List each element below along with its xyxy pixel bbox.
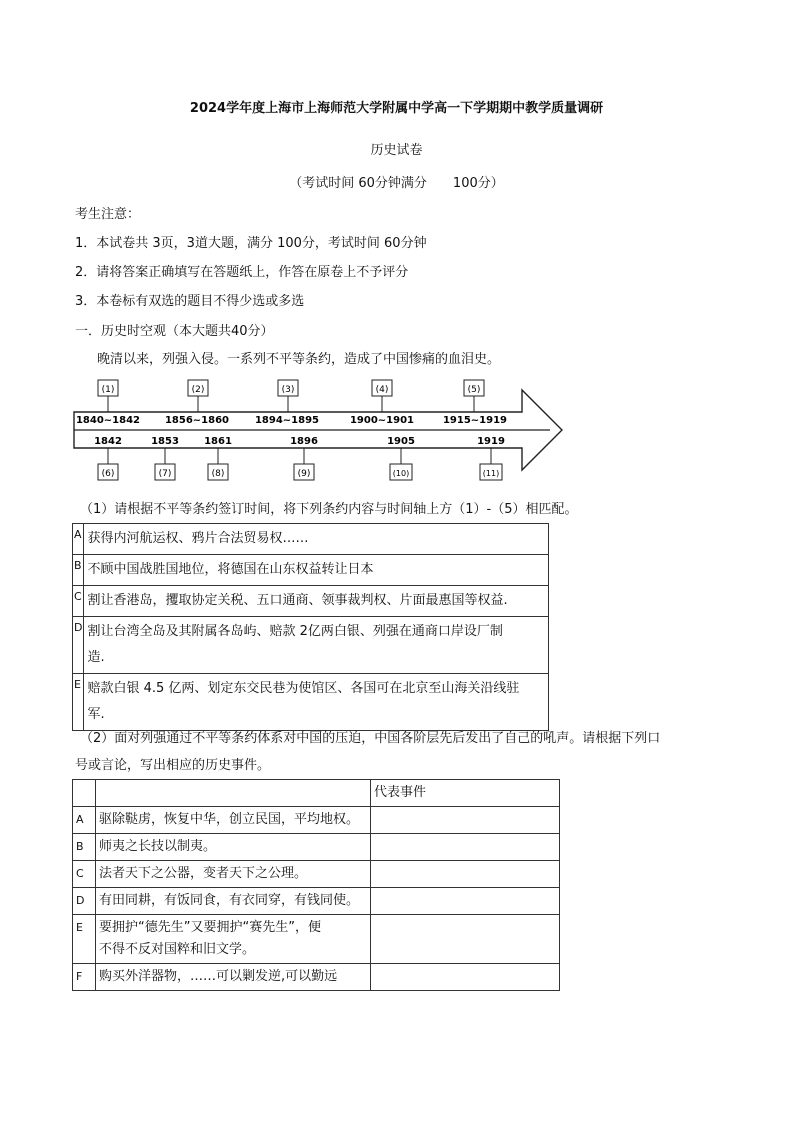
timeline-period: 1915~1919 (442, 415, 508, 426)
event-answer-cell[interactable] (371, 888, 560, 915)
row-slogan (96, 964, 371, 991)
table-row (73, 674, 549, 731)
row-key: D (73, 888, 96, 915)
timeline-box-label: (11) (482, 469, 500, 478)
treaty-timeline (70, 372, 570, 492)
timeline-year: 1861 (204, 436, 232, 447)
table-row (73, 915, 560, 964)
timeline-period: 1840~1842 (75, 415, 141, 426)
table-row (73, 964, 560, 991)
event-answer-cell[interactable] (371, 964, 560, 991)
row-line: 不得不反对国粹和旧文学。 (99, 942, 256, 957)
timeline-top-5 (443, 380, 507, 426)
timeline-year: 1905 (387, 436, 415, 447)
notice-item-2: 2．请将答案正确填写在答题纸上，作答在原卷上不予评分 (75, 265, 409, 280)
row-slogan (96, 888, 371, 915)
timeline-box-label: (3) (281, 385, 295, 395)
table-row (73, 861, 560, 888)
timeline-bottom-7 (151, 436, 179, 480)
timeline-top-2 (165, 380, 229, 426)
header-key-cell (73, 780, 96, 807)
header-slogan-cell (96, 780, 371, 807)
timeline-bottom-9 (290, 436, 318, 480)
table-row (73, 807, 560, 834)
timeline-year: 1853 (151, 436, 179, 447)
row-key: D (73, 617, 84, 674)
row-key: A (73, 807, 96, 834)
question-1-prompt: （1）请根据不平等条约签订时间，将下列条约内容与时间轴上方（1）-（5）相匹配。 (80, 502, 578, 517)
exam-subject: 历史试卷 (370, 143, 423, 158)
timeline-bottom-11 (477, 436, 505, 480)
timeline-box-label: (8) (211, 469, 225, 479)
row-slogan (96, 834, 371, 861)
event-answer-cell[interactable] (371, 915, 560, 964)
row-key: E (73, 674, 84, 731)
row-line: 法者天下之公器，变者天下之公理。 (99, 866, 308, 881)
event-answer-cell[interactable] (371, 807, 560, 834)
table-row (73, 555, 549, 586)
row-line: 造. (87, 650, 105, 665)
table-row (73, 524, 549, 555)
table-header-row (73, 780, 560, 807)
timeline-year: 1842 (94, 436, 122, 447)
row-key: F (73, 964, 96, 991)
slogan-event-table (72, 779, 560, 991)
row-slogan (96, 807, 371, 834)
row-content (84, 674, 549, 731)
timeline-box-label: (4) (375, 385, 389, 395)
timeline-period: 1856~1860 (164, 415, 230, 426)
row-slogan (96, 861, 371, 888)
timeline-top-1 (76, 380, 140, 426)
timeline-box-label: (7) (158, 469, 172, 479)
table-row (73, 617, 549, 674)
row-content (84, 586, 549, 617)
timeline-year: 1896 (290, 436, 318, 447)
row-key: B (73, 555, 84, 586)
timeline-box-label: (10) (392, 469, 410, 478)
row-line: 获得内河航运权、鸦片合法贸易权…… (87, 531, 309, 546)
row-key: E (73, 915, 96, 964)
row-key: C (73, 586, 84, 617)
section-title: 一．历史时空观（本大题共40分） (75, 324, 274, 339)
event-answer-cell[interactable] (371, 861, 560, 888)
section-intro: 晚清以来，列强入侵。一系列不平等条约，造成了中国惨痛的血泪史。 (97, 352, 501, 367)
row-content (84, 555, 549, 586)
row-line: 不顾中国战胜国地位，将德国在山东权益转让日本 (87, 562, 374, 577)
row-content (84, 617, 549, 674)
row-line: 军. (87, 707, 105, 722)
timeline-bottom-10 (387, 436, 415, 480)
timeline-box-label: (2) (191, 385, 205, 395)
question-2-prompt-line-1: （2）面对列强通过不平等条约体系对中国的压迫，中国各阶层先后发出了自己的吼声。请根据下列口 (80, 731, 661, 746)
row-key: A (73, 524, 84, 555)
timeline-box-label: (1) (101, 385, 115, 395)
exam-duration: （考试时间 60分钟满分 100分） (289, 176, 504, 191)
timeline-box-label: (5) (467, 385, 481, 395)
row-content (84, 524, 549, 555)
treaty-content-table (72, 523, 549, 731)
timeline-bottom-6 (94, 436, 122, 480)
table-row (73, 586, 549, 617)
event-answer-cell[interactable] (371, 834, 560, 861)
row-key: B (73, 834, 96, 861)
row-line: 驱除鞑虏，恢复中华，创立民国，平均地权。 (99, 812, 360, 827)
notice-heading: 考生注意： (75, 207, 141, 222)
timeline-top-4 (350, 380, 414, 426)
question-2-prompt-line-2: 号或言论，写出相应的历史事件。 (75, 758, 271, 773)
timeline-bottom-8 (204, 436, 232, 480)
row-line: 师夷之长技以制夷。 (99, 839, 217, 854)
timeline-year: 1919 (477, 436, 505, 447)
row-line: 赔款白银 4.5 亿两、划定东交民巷为使馆区、各国可在北京至山海关沿线驻 (87, 681, 520, 696)
timeline-period: 1894~1895 (254, 415, 320, 426)
row-line: 割让台湾全岛及其附属各岛屿、赔款 2亿两白银、列强在通商口岸设厂制 (87, 624, 503, 639)
timeline-box-label: (6) (101, 469, 115, 479)
row-line: 购买外洋器物，……可以剿发逆,可以勤远 (99, 969, 338, 984)
notice-item-3: 3．本卷标有双选的题目不得少选或多选 (75, 294, 305, 309)
row-slogan (96, 915, 371, 964)
timeline-top-3 (255, 380, 319, 426)
table-row (73, 834, 560, 861)
timeline-period: 1900~1901 (349, 415, 415, 426)
row-line: 要拥护“德先生”又要拥护“赛先生”，便 (99, 920, 321, 935)
page-title: 2024学年度上海市上海师范大学附属中学高一下学期期中教学质量调研 (189, 101, 604, 116)
notice-item-1: 1．本试卷共 3页，3道大题，满分 100分，考试时间 60分钟 (75, 236, 427, 251)
timeline-box-label: (9) (297, 469, 311, 479)
header-event: 代表事件 (371, 780, 560, 807)
row-line: 割让香港岛，攫取协定关税、五口通商、领事裁判权、片面最惠国等权益. (87, 593, 508, 608)
row-key: C (73, 861, 96, 888)
table-row (73, 888, 560, 915)
row-line: 有田同耕，有饭同食，有衣同穿，有钱同使。 (99, 893, 360, 908)
